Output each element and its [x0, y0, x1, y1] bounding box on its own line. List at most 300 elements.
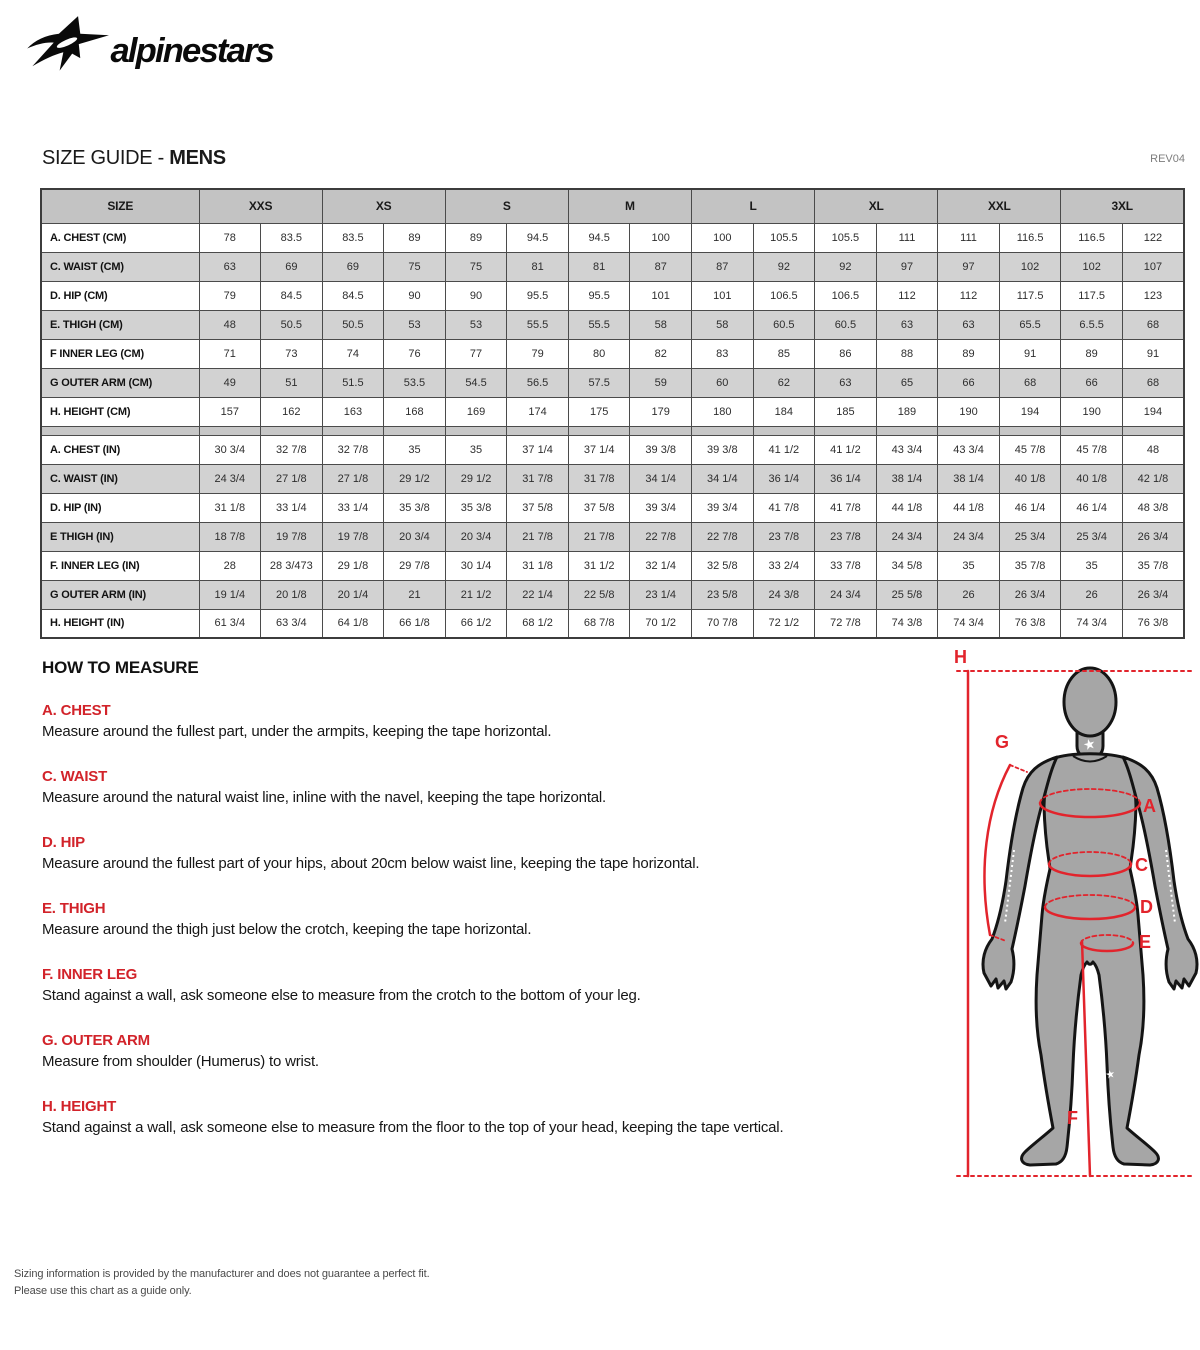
value-cell: 33 2/4 — [753, 551, 815, 580]
size-column-header: XXL — [938, 189, 1061, 223]
value-cell: 35 7/8 — [1122, 551, 1184, 580]
value-cell: 64 1/8 — [322, 609, 384, 638]
value-cell: 21 7/8 — [507, 522, 569, 551]
label-height: H — [954, 647, 967, 667]
measure-section-heading: G. OUTER ARM — [42, 1032, 150, 1049]
measure-section-text: Measure around the fullest part of your hips, about 20cm below waist line, keeping the tape horizontal. — [42, 855, 700, 872]
separator-cell — [322, 426, 384, 435]
value-cell: 37 5/8 — [507, 493, 569, 522]
value-cell: 76 3/8 — [999, 609, 1061, 638]
value-cell: 42 1/8 — [1122, 464, 1184, 493]
value-cell: 63 — [876, 310, 938, 339]
separator-cell — [384, 426, 446, 435]
value-cell: 32 5/8 — [692, 551, 754, 580]
value-cell: 44 1/8 — [938, 493, 1000, 522]
value-cell: 34 1/4 — [692, 464, 754, 493]
value-cell: 32 7/8 — [261, 435, 323, 464]
row-label-cell: H. HEIGHT (IN) — [41, 609, 199, 638]
value-cell: 54.5 — [445, 368, 507, 397]
value-cell: 55.5 — [507, 310, 569, 339]
how-to-measure-section — [42, 658, 922, 1164]
value-cell: 105.5 — [815, 223, 877, 252]
value-cell: 90 — [445, 281, 507, 310]
separator-cell — [753, 426, 815, 435]
value-cell: 105.5 — [753, 223, 815, 252]
value-cell: 23 1/4 — [630, 580, 692, 609]
value-cell: 157 — [199, 397, 261, 426]
value-cell: 46 1/4 — [999, 493, 1061, 522]
value-cell: 72 7/8 — [815, 609, 877, 638]
value-cell: 29 1/2 — [445, 464, 507, 493]
value-cell: 20 3/4 — [384, 522, 446, 551]
value-cell: 92 — [815, 252, 877, 281]
value-cell: 75 — [384, 252, 446, 281]
value-cell: 78 — [199, 223, 261, 252]
value-cell: 59 — [630, 368, 692, 397]
measure-section-text: Measure from shoulder (Humerus) to wrist. — [42, 1053, 319, 1070]
value-cell: 107 — [1122, 252, 1184, 281]
value-cell: 97 — [938, 252, 1000, 281]
value-cell: 76 3/8 — [1122, 609, 1184, 638]
table-row — [41, 551, 1184, 580]
value-cell: 100 — [692, 223, 754, 252]
page-title-gender: MENS — [169, 147, 226, 169]
value-cell: 100 — [630, 223, 692, 252]
value-cell: 68 — [1122, 310, 1184, 339]
separator-cell — [445, 426, 507, 435]
value-cell: 53 — [445, 310, 507, 339]
value-cell: 83.5 — [261, 223, 323, 252]
value-cell: 112 — [938, 281, 1000, 310]
logo-wordmark: alpinestars — [110, 31, 274, 70]
value-cell: 74 — [322, 339, 384, 368]
value-cell: 33 1/4 — [261, 493, 323, 522]
how-to-measure-list — [42, 702, 922, 1137]
separator-cell — [1122, 426, 1184, 435]
value-cell: 112 — [876, 281, 938, 310]
row-label-cell: F INNER LEG (CM) — [41, 339, 199, 368]
value-cell: 33 7/8 — [815, 551, 877, 580]
size-column-header: 3XL — [1061, 189, 1184, 223]
separator-cell — [568, 426, 630, 435]
value-cell: 33 1/4 — [322, 493, 384, 522]
value-cell: 63 3/4 — [261, 609, 323, 638]
label-hip: D — [1140, 897, 1153, 917]
measure-section-heading: A. CHEST — [42, 702, 111, 719]
value-cell: 50.5 — [261, 310, 323, 339]
value-cell: 21 — [384, 580, 446, 609]
separator-cell — [876, 426, 938, 435]
value-cell: 95.5 — [568, 281, 630, 310]
value-cell: 50.5 — [322, 310, 384, 339]
label-chest: A — [1143, 796, 1156, 816]
value-cell: 102 — [999, 252, 1061, 281]
value-cell: 89 — [384, 223, 446, 252]
measure-section-text: Stand against a wall, ask someone else to measure from the floor to the top of your head, keeping the tape vertical. — [42, 1119, 784, 1136]
value-cell: 74 3/8 — [876, 609, 938, 638]
measure-section — [42, 966, 922, 1005]
value-cell: 90 — [384, 281, 446, 310]
value-cell: 68 — [999, 368, 1061, 397]
value-cell: 23 7/8 — [753, 522, 815, 551]
value-cell: 89 — [938, 339, 1000, 368]
value-cell: 66 1/8 — [384, 609, 446, 638]
value-cell: 6.5.5 — [1061, 310, 1123, 339]
value-cell: 45 7/8 — [1061, 435, 1123, 464]
value-cell: 79 — [507, 339, 569, 368]
value-cell: 63 — [815, 368, 877, 397]
value-cell: 168 — [384, 397, 446, 426]
value-cell: 19 7/8 — [261, 522, 323, 551]
value-cell: 174 — [507, 397, 569, 426]
value-cell: 162 — [261, 397, 323, 426]
value-cell: 91 — [999, 339, 1061, 368]
value-cell: 86 — [815, 339, 877, 368]
row-label-cell: A. CHEST (IN) — [41, 435, 199, 464]
value-cell: 38 1/4 — [876, 464, 938, 493]
revision-label: REV04 — [1150, 153, 1185, 165]
measure-section — [42, 834, 922, 873]
value-cell: 68 — [1122, 368, 1184, 397]
table-row — [41, 339, 1184, 368]
value-cell: 48 — [199, 310, 261, 339]
size-column-header: XL — [815, 189, 938, 223]
value-cell: 27 1/8 — [322, 464, 384, 493]
value-cell: 39 3/8 — [630, 435, 692, 464]
value-cell: 175 — [568, 397, 630, 426]
value-cell: 32 1/4 — [630, 551, 692, 580]
value-cell: 65.5 — [999, 310, 1061, 339]
value-cell: 23 7/8 — [815, 522, 877, 551]
value-cell: 92 — [753, 252, 815, 281]
value-cell: 40 1/8 — [999, 464, 1061, 493]
value-cell: 169 — [445, 397, 507, 426]
value-cell: 53.5 — [384, 368, 446, 397]
measure-section-heading: H. HEIGHT — [42, 1098, 117, 1115]
value-cell: 26 3/4 — [1122, 522, 1184, 551]
value-cell: 31 1/8 — [507, 551, 569, 580]
value-cell: 29 7/8 — [384, 551, 446, 580]
value-cell: 31 1/2 — [568, 551, 630, 580]
table-row — [41, 464, 1184, 493]
table-row — [41, 310, 1184, 339]
value-cell: 48 3/8 — [1122, 493, 1184, 522]
value-cell: 73 — [261, 339, 323, 368]
value-cell: 72 1/2 — [753, 609, 815, 638]
measure-section — [42, 768, 922, 807]
value-cell: 37 5/8 — [568, 493, 630, 522]
measure-section-text: Measure around the natural waist line, inline with the navel, keeping the tape horizontal. — [42, 789, 607, 806]
value-cell: 70 1/2 — [630, 609, 692, 638]
value-cell: 190 — [1061, 397, 1123, 426]
value-cell: 194 — [999, 397, 1061, 426]
value-cell: 94.5 — [507, 223, 569, 252]
value-cell: 58 — [692, 310, 754, 339]
value-cell: 49 — [199, 368, 261, 397]
unit-separator-row — [41, 426, 1184, 435]
svg-text:★: ★ — [1104, 1068, 1117, 1082]
value-cell: 24 3/4 — [199, 464, 261, 493]
measure-section — [42, 1098, 922, 1137]
value-cell: 19 7/8 — [322, 522, 384, 551]
value-cell: 69 — [322, 252, 384, 281]
measure-section-heading: C. WAIST — [42, 768, 108, 785]
value-cell: 81 — [507, 252, 569, 281]
measure-section-text: Measure around the fullest part, under the armpits, keeping the tape horizontal. — [42, 723, 552, 740]
value-cell: 106.5 — [815, 281, 877, 310]
value-cell: 51 — [261, 368, 323, 397]
value-cell: 89 — [1061, 339, 1123, 368]
value-cell: 26 — [1061, 580, 1123, 609]
value-cell: 88 — [876, 339, 938, 368]
value-cell: 122 — [1122, 223, 1184, 252]
table-row — [41, 435, 1184, 464]
value-cell: 71 — [199, 339, 261, 368]
value-cell: 30 3/4 — [199, 435, 261, 464]
size-header-cell: SIZE — [41, 189, 199, 223]
value-cell: 24 3/4 — [815, 580, 877, 609]
value-cell: 25 5/8 — [876, 580, 938, 609]
value-cell: 20 1/8 — [261, 580, 323, 609]
how-to-measure-title: HOW TO MEASURE — [42, 658, 199, 677]
value-cell: 74 3/4 — [1061, 609, 1123, 638]
separator-cell — [261, 426, 323, 435]
row-label-cell: D. HIP (IN) — [41, 493, 199, 522]
value-cell: 53 — [384, 310, 446, 339]
value-cell: 87 — [630, 252, 692, 281]
value-cell: 20 3/4 — [445, 522, 507, 551]
value-cell: 66 1/2 — [445, 609, 507, 638]
row-label-cell: G OUTER ARM (CM) — [41, 368, 199, 397]
row-label-cell: G OUTER ARM (IN) — [41, 580, 199, 609]
value-cell: 68 1/2 — [507, 609, 569, 638]
value-cell: 26 3/4 — [999, 580, 1061, 609]
value-cell: 102 — [1061, 252, 1123, 281]
value-cell: 43 3/4 — [938, 435, 1000, 464]
value-cell: 55.5 — [568, 310, 630, 339]
value-cell: 41 1/2 — [753, 435, 815, 464]
row-label-cell: C. WAIST (CM) — [41, 252, 199, 281]
value-cell: 56.5 — [507, 368, 569, 397]
table-row — [41, 522, 1184, 551]
value-cell: 22 7/8 — [692, 522, 754, 551]
separator-cell — [815, 426, 877, 435]
value-cell: 97 — [876, 252, 938, 281]
separator-cell — [507, 426, 569, 435]
value-cell: 29 1/2 — [384, 464, 446, 493]
page-title — [42, 147, 1185, 170]
value-cell: 22 7/8 — [630, 522, 692, 551]
separator-cell — [199, 426, 261, 435]
value-cell: 26 — [938, 580, 1000, 609]
size-column-header: XS — [322, 189, 445, 223]
value-cell: 29 1/8 — [322, 551, 384, 580]
row-label-cell: H. HEIGHT (CM) — [41, 397, 199, 426]
label-waist: C — [1135, 855, 1148, 875]
value-cell: 35 — [384, 435, 446, 464]
size-column-header: S — [445, 189, 568, 223]
value-cell: 18 7/8 — [199, 522, 261, 551]
table-row — [41, 368, 1184, 397]
value-cell: 163 — [322, 397, 384, 426]
table-row — [41, 281, 1184, 310]
value-cell: 36 1/4 — [815, 464, 877, 493]
value-cell: 32 7/8 — [322, 435, 384, 464]
measure-section-heading: E. THIGH — [42, 900, 106, 917]
value-cell: 189 — [876, 397, 938, 426]
value-cell: 22 5/8 — [568, 580, 630, 609]
value-cell: 117.5 — [1061, 281, 1123, 310]
table-row — [41, 397, 1184, 426]
value-cell: 84.5 — [322, 281, 384, 310]
value-cell: 31 1/8 — [199, 493, 261, 522]
value-cell: 87 — [692, 252, 754, 281]
value-cell: 41 7/8 — [815, 493, 877, 522]
value-cell: 94.5 — [568, 223, 630, 252]
disclaimer-line-1: Sizing information is provided by the manufacturer and does not guarantee a perfect fit. — [14, 1268, 430, 1280]
value-cell: 101 — [692, 281, 754, 310]
value-cell: 24 3/8 — [753, 580, 815, 609]
value-cell: 77 — [445, 339, 507, 368]
svg-text:★: ★ — [1081, 734, 1098, 754]
value-cell: 35 7/8 — [999, 551, 1061, 580]
value-cell: 106.5 — [753, 281, 815, 310]
value-cell: 81 — [568, 252, 630, 281]
title-row — [42, 147, 1185, 171]
value-cell: 35 — [938, 551, 1000, 580]
value-cell: 24 3/4 — [876, 522, 938, 551]
value-cell: 185 — [815, 397, 877, 426]
value-cell: 116.5 — [999, 223, 1061, 252]
separator-cell — [630, 426, 692, 435]
separator-cell — [999, 426, 1061, 435]
alpinestars-logo — [25, 10, 305, 90]
row-label-cell: E. THIGH (CM) — [41, 310, 199, 339]
measure-section — [42, 702, 922, 741]
value-cell: 111 — [938, 223, 1000, 252]
measure-section — [42, 1032, 922, 1071]
value-cell: 36 1/4 — [753, 464, 815, 493]
value-cell: 111 — [876, 223, 938, 252]
value-cell: 39 3/4 — [692, 493, 754, 522]
value-cell: 63 — [938, 310, 1000, 339]
label-outer-arm: G — [995, 732, 1010, 752]
row-label-cell: E THIGH (IN) — [41, 522, 199, 551]
table-row — [41, 493, 1184, 522]
value-cell: 91 — [1122, 339, 1184, 368]
value-cell: 35 — [1061, 551, 1123, 580]
value-cell: 75 — [445, 252, 507, 281]
measure-section-text: Stand against a wall, ask someone else to measure from the crotch to the bottom of your leg. — [42, 987, 641, 1004]
value-cell: 51.5 — [322, 368, 384, 397]
value-cell: 41 1/2 — [815, 435, 877, 464]
separator-cell — [692, 426, 754, 435]
value-cell: 35 3/8 — [384, 493, 446, 522]
size-column-header: XXS — [199, 189, 322, 223]
value-cell: 22 1/4 — [507, 580, 569, 609]
value-cell: 21 7/8 — [568, 522, 630, 551]
value-cell: 63 — [199, 252, 261, 281]
value-cell: 95.5 — [507, 281, 569, 310]
value-cell: 44 1/8 — [876, 493, 938, 522]
table-row — [41, 223, 1184, 252]
size-table-container — [40, 188, 1185, 639]
value-cell: 179 — [630, 397, 692, 426]
value-cell: 48 — [1122, 435, 1184, 464]
value-cell: 25 3/4 — [999, 522, 1061, 551]
measure-section — [42, 900, 922, 939]
value-cell: 23 5/8 — [692, 580, 754, 609]
size-column-header: M — [568, 189, 691, 223]
value-cell: 30 1/4 — [445, 551, 507, 580]
value-cell: 180 — [692, 397, 754, 426]
value-cell: 46 1/4 — [1061, 493, 1123, 522]
value-cell: 70 7/8 — [692, 609, 754, 638]
value-cell: 123 — [1122, 281, 1184, 310]
row-label-cell: A. CHEST (CM) — [41, 223, 199, 252]
value-cell: 35 3/8 — [445, 493, 507, 522]
value-cell: 31 7/8 — [568, 464, 630, 493]
value-cell: 35 — [445, 435, 507, 464]
value-cell: 82 — [630, 339, 692, 368]
row-label-cell: F. INNER LEG (IN) — [41, 551, 199, 580]
value-cell: 60.5 — [815, 310, 877, 339]
value-cell: 194 — [1122, 397, 1184, 426]
value-cell: 117.5 — [999, 281, 1061, 310]
value-cell: 40 1/8 — [1061, 464, 1123, 493]
value-cell: 68 7/8 — [568, 609, 630, 638]
value-cell: 76 — [384, 339, 446, 368]
value-cell: 28 3/473 — [261, 551, 323, 580]
value-cell: 66 — [1061, 368, 1123, 397]
value-cell: 80 — [568, 339, 630, 368]
value-cell: 28 — [199, 551, 261, 580]
value-cell: 34 5/8 — [876, 551, 938, 580]
value-cell: 43 3/4 — [876, 435, 938, 464]
value-cell: 38 1/4 — [938, 464, 1000, 493]
value-cell: 60 — [692, 368, 754, 397]
value-cell: 27 1/8 — [261, 464, 323, 493]
value-cell: 89 — [445, 223, 507, 252]
table-row — [41, 609, 1184, 638]
value-cell: 24 3/4 — [938, 522, 1000, 551]
value-cell: 65 — [876, 368, 938, 397]
separator-cell — [1061, 426, 1123, 435]
row-label-cell: C. WAIST (IN) — [41, 464, 199, 493]
value-cell: 41 7/8 — [753, 493, 815, 522]
outer-arm-dotted-top — [1010, 765, 1027, 772]
value-cell: 83 — [692, 339, 754, 368]
value-cell: 20 1/4 — [322, 580, 384, 609]
table-row — [41, 252, 1184, 281]
inner-leg-line — [1082, 941, 1090, 1176]
value-cell: 31 7/8 — [507, 464, 569, 493]
value-cell: 37 1/4 — [507, 435, 569, 464]
label-inner-leg: F — [1067, 1108, 1078, 1128]
measurement-figure — [940, 645, 1200, 1190]
value-cell: 83.5 — [322, 223, 384, 252]
value-cell: 37 1/4 — [568, 435, 630, 464]
value-cell: 62 — [753, 368, 815, 397]
value-cell: 84.5 — [261, 281, 323, 310]
measure-section-heading: F. INNER LEG — [42, 966, 138, 983]
value-cell: 57.5 — [568, 368, 630, 397]
value-cell: 184 — [753, 397, 815, 426]
value-cell: 69 — [261, 252, 323, 281]
page-title-prefix: SIZE GUIDE - — [42, 147, 170, 169]
disclaimer-line-2: Please use this chart as a guide only. — [14, 1285, 192, 1297]
value-cell: 60.5 — [753, 310, 815, 339]
